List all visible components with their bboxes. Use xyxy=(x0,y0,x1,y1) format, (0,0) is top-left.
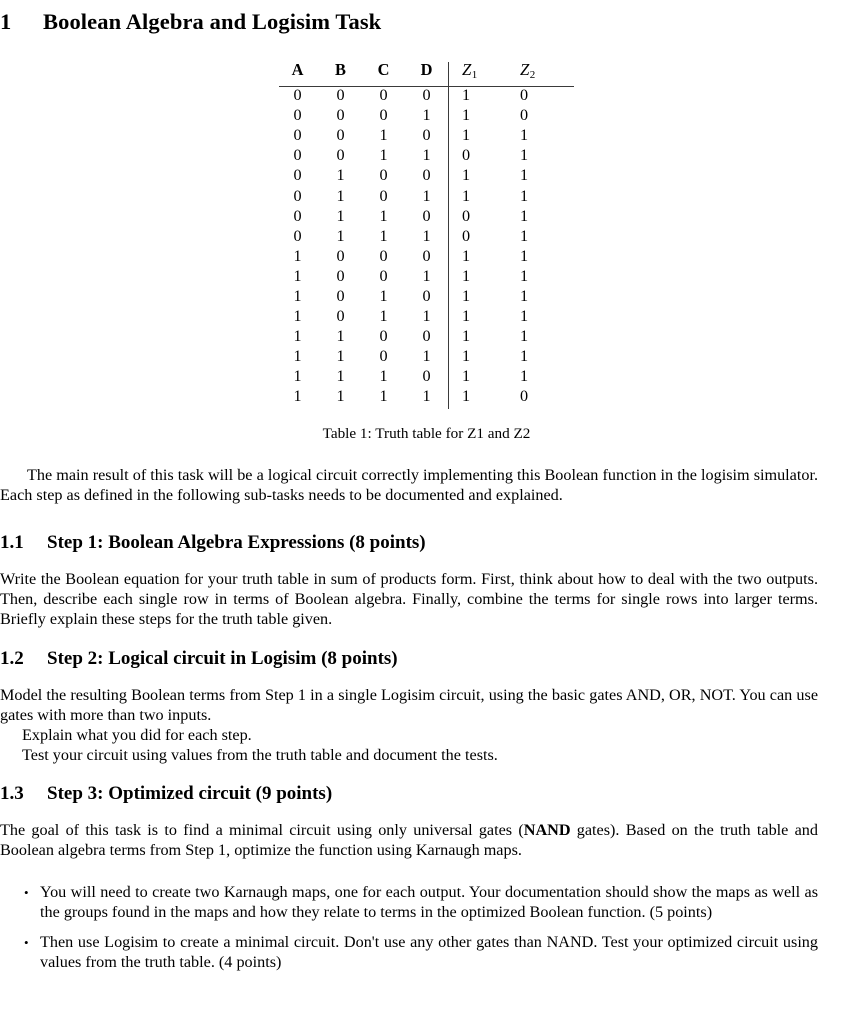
cell-a: 1 xyxy=(293,266,302,285)
cell-b: 1 xyxy=(336,166,345,185)
cell-z1: 1 xyxy=(449,368,507,388)
cell-c: 0 xyxy=(379,266,388,285)
cell-b: 1 xyxy=(336,226,345,245)
truth-table-head xyxy=(279,62,574,87)
section-1-1-heading xyxy=(0,532,818,555)
cell-d: 1 xyxy=(422,226,431,245)
cell-d: 0 xyxy=(422,367,431,386)
truth-table xyxy=(279,62,574,409)
cell-z2: 1 xyxy=(520,226,529,245)
table-row xyxy=(279,127,574,147)
cell-c: 0 xyxy=(379,246,388,265)
cell-a: 1 xyxy=(293,246,302,265)
list-item xyxy=(0,883,818,923)
cell-b: 0 xyxy=(336,86,345,105)
cell-z2: 1 xyxy=(520,126,529,145)
table-row xyxy=(279,348,574,368)
section-1-3-paragraph-part1: The goal of this task is to find a minimal circuit using only universal gates ( xyxy=(0,820,524,839)
column-header-c: C xyxy=(377,60,390,79)
cell-a: 0 xyxy=(293,186,302,205)
cell-d: 1 xyxy=(422,106,431,125)
cell-z1: 1 xyxy=(449,167,507,187)
cell-d: 0 xyxy=(422,166,431,185)
cell-c: 1 xyxy=(379,287,388,306)
cell-d: 1 xyxy=(422,387,431,406)
cell-b: 1 xyxy=(336,367,345,386)
section-1-3-number: 1.3 xyxy=(0,783,24,804)
table-row xyxy=(279,368,574,388)
list-item-text: Then use Logisim to create a minimal circuit. Don't use any other gates than NAND. Test your optimized circuit using values from the truth table. (4 points) xyxy=(40,933,818,972)
cell-z2: 1 xyxy=(520,246,529,265)
cell-a: 1 xyxy=(293,327,302,346)
section-1-1-paragraph: Write the Boolean equation for your truth table in sum of products form. First, think about how to deal with the two outputs. Then, describe each single row in terms of Boolean algebra. Finally, combine the terms for single rows into larger terms. Briefly explain these steps for the truth table given. xyxy=(0,569,818,628)
section-number-1: 1 xyxy=(0,9,12,34)
section-1-1 xyxy=(0,532,818,630)
table-row xyxy=(279,328,574,348)
cell-d: 1 xyxy=(422,307,431,326)
truth-table-body xyxy=(279,87,574,409)
section-1-2-paragraph: Model the resulting Boolean terms from Step 1 in a single Logisim circuit, using the basic gates AND, OR, NOT. You can use gates with more than two inputs. xyxy=(0,685,818,724)
cell-c: 0 xyxy=(379,86,388,105)
cell-d: 1 xyxy=(422,146,431,165)
bullet-icon: • xyxy=(24,935,29,951)
section-1-2-extra-line-2: Test your circuit using values from the truth table and document the tests. xyxy=(22,745,498,764)
cell-a: 1 xyxy=(293,347,302,366)
cell-b: 0 xyxy=(336,287,345,306)
cell-z1: 1 xyxy=(449,288,507,308)
list-item xyxy=(0,933,818,973)
cell-z1: 0 xyxy=(449,208,507,228)
table-row xyxy=(279,167,574,187)
section-1-3-heading xyxy=(0,783,818,806)
table-row xyxy=(279,147,574,167)
cell-b: 0 xyxy=(336,146,345,165)
column-header-d: D xyxy=(420,60,433,79)
cell-z2: 1 xyxy=(520,266,529,285)
requirements-list xyxy=(0,883,818,974)
section-1-3-paragraph-part2: gates). Based on the truth table and Boolean algebra terms from Step 1, optimize the function using Karnaugh maps. xyxy=(0,820,818,859)
cell-z1: 0 xyxy=(449,147,507,167)
section-1-3-paragraph xyxy=(0,821,818,861)
table-row xyxy=(279,268,574,288)
cell-c: 1 xyxy=(379,206,388,225)
column-header-z2: $Z_2$ xyxy=(520,60,536,82)
cell-a: 1 xyxy=(293,287,302,306)
cell-d: 0 xyxy=(422,126,431,145)
table-header-row xyxy=(279,62,574,87)
cell-b: 0 xyxy=(336,126,345,145)
section-1-3 xyxy=(0,783,818,984)
cell-z2: 1 xyxy=(520,347,529,366)
cell-z2: 1 xyxy=(520,186,529,205)
section-1-3-heading-text: Step 3: Optimized circuit (9 points) xyxy=(47,783,333,804)
cell-z1: 1 xyxy=(449,268,507,288)
section-1-2-heading-text: Step 2: Logical circuit in Logisim (8 points) xyxy=(47,648,398,669)
table-row xyxy=(279,188,574,208)
cell-c: 1 xyxy=(379,126,388,145)
cell-d: 1 xyxy=(422,186,431,205)
cell-z1: 1 xyxy=(449,127,507,147)
cell-z2: 0 xyxy=(520,106,529,125)
section-1-2 xyxy=(0,648,818,765)
cell-a: 1 xyxy=(293,387,302,406)
cell-d: 0 xyxy=(422,246,431,265)
table-row xyxy=(279,388,574,408)
cell-d: 1 xyxy=(422,347,431,366)
bullet-icon: • xyxy=(24,884,29,900)
page-title xyxy=(0,8,818,35)
cell-d: 1 xyxy=(422,266,431,285)
cell-z1: 1 xyxy=(449,188,507,208)
cell-c: 0 xyxy=(379,106,388,125)
table-caption: Table 1: Truth table for Z1 and Z2 xyxy=(322,425,531,442)
cell-z2: 0 xyxy=(520,86,529,105)
cell-z2: 1 xyxy=(520,206,529,225)
table-row xyxy=(279,308,574,328)
cell-c: 1 xyxy=(379,367,388,386)
cell-b: 0 xyxy=(336,266,345,285)
section-1-2-heading xyxy=(0,648,818,671)
table-row xyxy=(279,107,574,127)
cell-b: 1 xyxy=(336,327,345,346)
cell-z1: 1 xyxy=(449,248,507,268)
section-1-2-extra-line-1: Explain what you did for each step. xyxy=(22,725,252,744)
cell-a: 1 xyxy=(293,367,302,386)
cell-c: 0 xyxy=(379,347,388,366)
cell-a: 0 xyxy=(293,206,302,225)
cell-c: 0 xyxy=(379,186,388,205)
cell-c: 1 xyxy=(379,226,388,245)
cell-b: 1 xyxy=(336,186,345,205)
table-row xyxy=(279,87,574,108)
section-1-1-heading-text: Step 1: Boolean Algebra Expressions (8 points) xyxy=(47,532,426,553)
cell-c: 0 xyxy=(379,166,388,185)
cell-b: 0 xyxy=(336,307,345,326)
document-title-text: Boolean Algebra and Logisim Task xyxy=(43,9,382,34)
cell-z2: 1 xyxy=(520,307,529,326)
cell-c: 1 xyxy=(379,307,388,326)
cell-c: 0 xyxy=(379,327,388,346)
cell-z2: 1 xyxy=(520,327,529,346)
cell-z2: 1 xyxy=(520,166,529,185)
intro-block xyxy=(0,466,818,506)
cell-b: 0 xyxy=(336,246,345,265)
cell-a: 0 xyxy=(293,226,302,245)
cell-a: 0 xyxy=(293,86,302,105)
cell-d: 0 xyxy=(422,86,431,105)
cell-a: 0 xyxy=(293,146,302,165)
cell-z1: 1 xyxy=(449,348,507,368)
cell-z1: 1 xyxy=(449,87,507,108)
cell-c: 1 xyxy=(379,146,388,165)
cell-z2: 1 xyxy=(520,287,529,306)
cell-a: 0 xyxy=(293,106,302,125)
cell-z2: 0 xyxy=(520,387,529,406)
cell-z1: 1 xyxy=(449,107,507,127)
truth-table-container xyxy=(0,62,853,409)
intro-paragraph: The main result of this task will be a logical circuit correctly implementing this Boolean function in the logisim simulator. Each step as defined in the following sub-tasks needs to be documented and explained. xyxy=(0,466,818,504)
cell-c: 1 xyxy=(379,387,388,406)
table-row xyxy=(279,228,574,248)
table-row xyxy=(279,248,574,268)
list-item-text: You will need to create two Karnaugh maps, one for each output. Your documentation should show the maps as well as the groups found in the maps and how they relate to terms in the optimized Boolean function. (5 points) xyxy=(40,882,818,921)
cell-z1: 1 xyxy=(449,308,507,328)
cell-a: 1 xyxy=(293,307,302,326)
nand-emphasis: NAND xyxy=(523,820,571,839)
cell-b: 1 xyxy=(336,206,345,225)
cell-a: 0 xyxy=(293,126,302,145)
section-1-2-number: 1.2 xyxy=(0,648,24,669)
cell-b: 1 xyxy=(336,387,345,406)
cell-d: 0 xyxy=(422,327,431,346)
cell-b: 1 xyxy=(336,347,345,366)
cell-z1: 1 xyxy=(449,328,507,348)
cell-d: 0 xyxy=(422,206,431,225)
cell-z2: 1 xyxy=(520,146,529,165)
cell-z1: 0 xyxy=(449,228,507,248)
section-1-1-number: 1.1 xyxy=(0,532,24,553)
column-header-a: A xyxy=(291,60,304,79)
cell-b: 0 xyxy=(336,106,345,125)
table-row xyxy=(279,208,574,228)
column-header-b: B xyxy=(335,60,346,79)
cell-a: 0 xyxy=(293,166,302,185)
table-row xyxy=(279,288,574,308)
column-header-z1: $Z_1$ xyxy=(449,62,507,87)
cell-z1: 1 xyxy=(449,388,507,408)
cell-z2: 1 xyxy=(520,367,529,386)
cell-d: 0 xyxy=(422,287,431,306)
